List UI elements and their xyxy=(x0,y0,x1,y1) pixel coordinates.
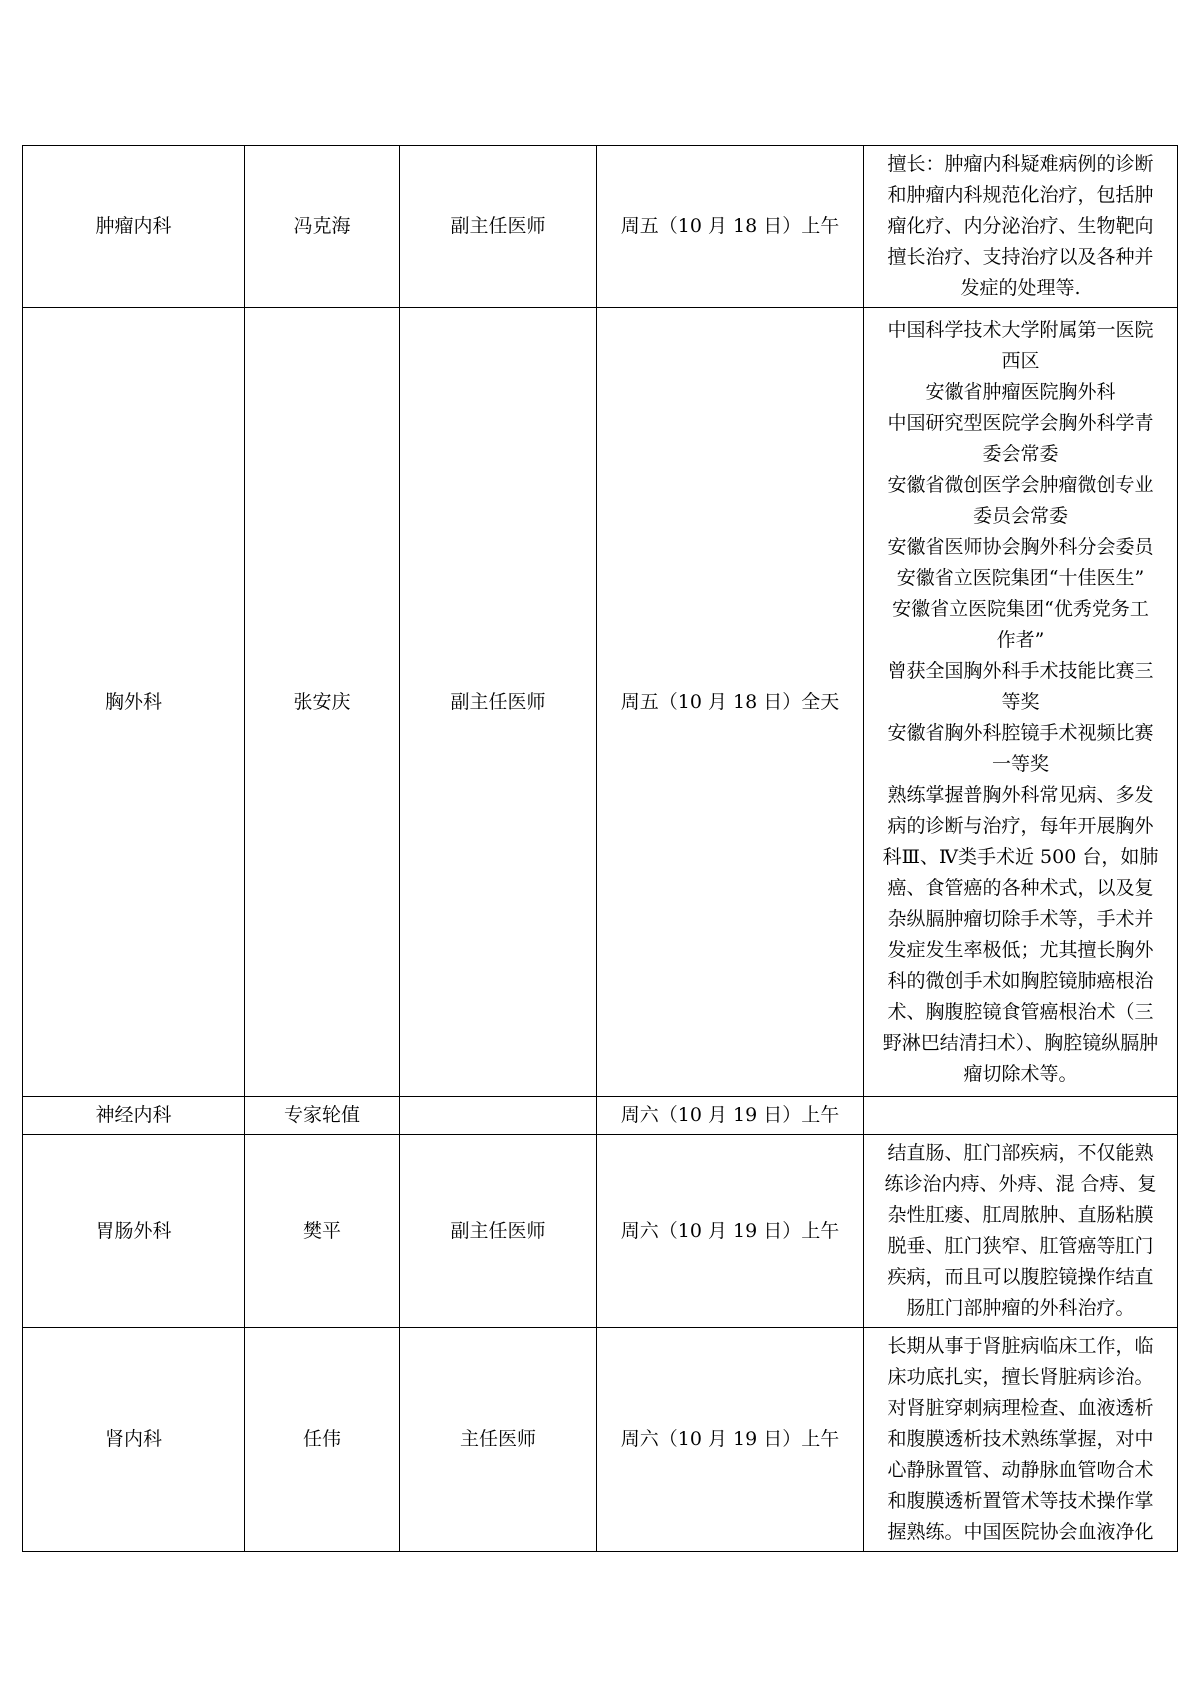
doctor-name-cell: 专家轮值 xyxy=(245,1097,400,1135)
clinic-time-cell: 周五（10 月 18 日）全天 xyxy=(597,308,864,1097)
doctor-name-cell: 樊平 xyxy=(245,1135,400,1328)
department-cell: 胸外科 xyxy=(23,308,245,1097)
department-cell: 肾内科 xyxy=(23,1328,245,1552)
doctor-title-cell: 副主任医师 xyxy=(400,308,597,1097)
specialty-description-cell xyxy=(864,1097,1178,1135)
doctor-title-cell xyxy=(400,1097,597,1135)
doctor-title-cell: 副主任医师 xyxy=(400,146,597,308)
specialty-description-cell: 结直肠、肛门部疾病，不仅能熟 练诊治内痔、外痔、混 合痔、复 杂性肛瘘、肛周脓肿、直肠粘膜 脱垂、肛门狭窄、肛管癌等肛门 疾病，而且可以腹腔镜操作结直 肠肛门部肿瘤的外科治疗。 xyxy=(864,1135,1178,1328)
clinic-time-cell: 周五（10 月 18 日）上午 xyxy=(597,146,864,308)
table-row xyxy=(23,1097,1178,1135)
doctor-schedule-table xyxy=(22,145,1178,1552)
doctor-title-cell: 主任医师 xyxy=(400,1328,597,1552)
department-cell: 肿瘤内科 xyxy=(23,146,245,308)
clinic-time-cell: 周六（10 月 19 日）上午 xyxy=(597,1328,864,1552)
doctor-name-cell: 张安庆 xyxy=(245,308,400,1097)
doctor-title-cell: 副主任医师 xyxy=(400,1135,597,1328)
table-row xyxy=(23,1328,1178,1552)
clinic-time-cell: 周六（10 月 19 日）上午 xyxy=(597,1135,864,1328)
table-row xyxy=(23,1135,1178,1328)
table-row xyxy=(23,146,1178,308)
department-cell: 胃肠外科 xyxy=(23,1135,245,1328)
department-cell: 神经内科 xyxy=(23,1097,245,1135)
specialty-description-cell: 长期从事于肾脏病临床工作，临 床功底扎实，擅长肾脏病诊治。 对肾脏穿刺病理检查、血液透析 和腹膜透析技术熟练掌握，对中 心静脉置管、动静脉血管吻合术 和腹膜透析置管术等技术操作掌 握熟练。中国医院协会血液净化 xyxy=(864,1328,1178,1552)
specialty-description-cell: 擅长：肿瘤内科疑难病例的诊断 和肿瘤内科规范化治疗，包括肿 瘤化疗、内分泌治疗、生物靶向 擅长治疗、支持治疗以及各种并 发症的处理等. xyxy=(864,146,1178,308)
specialty-description-cell: 中国科学技术大学附属第一医院 西区 安徽省肿瘤医院胸外科 中国研究型医院学会胸外科学青 委会常委 安徽省微创医学会肿瘤微创专业 委员会常委 安徽省医师协会胸外科分会委员 安徽省立医院集团“十佳医生” 安徽省立医院集团“优秀党务工 作者” 曾获全国胸外科手术技能比赛三 等奖 安徽省胸外科腔镜手术视频比赛 一等奖 熟练掌握普胸外科常见病、多发 病的诊断与治疗，每年开展胸外 科Ⅲ、Ⅳ类手术近 500 台，如肺 癌、食管癌的各种术式，以及复 杂纵膈肿瘤切除手术等，手术并 发症发生率极低；尤其擅长胸外 科的微创手术如胸腔镜肺癌根治 术、胸腹腔镜食管癌根治术（三 野淋巴结清扫术）、胸腔镜纵膈肿 瘤切除术等。 xyxy=(864,308,1178,1097)
doctor-name-cell: 冯克海 xyxy=(245,146,400,308)
table-row xyxy=(23,308,1178,1097)
doctor-name-cell: 任伟 xyxy=(245,1328,400,1552)
clinic-time-cell: 周六（10 月 19 日）上午 xyxy=(597,1097,864,1135)
